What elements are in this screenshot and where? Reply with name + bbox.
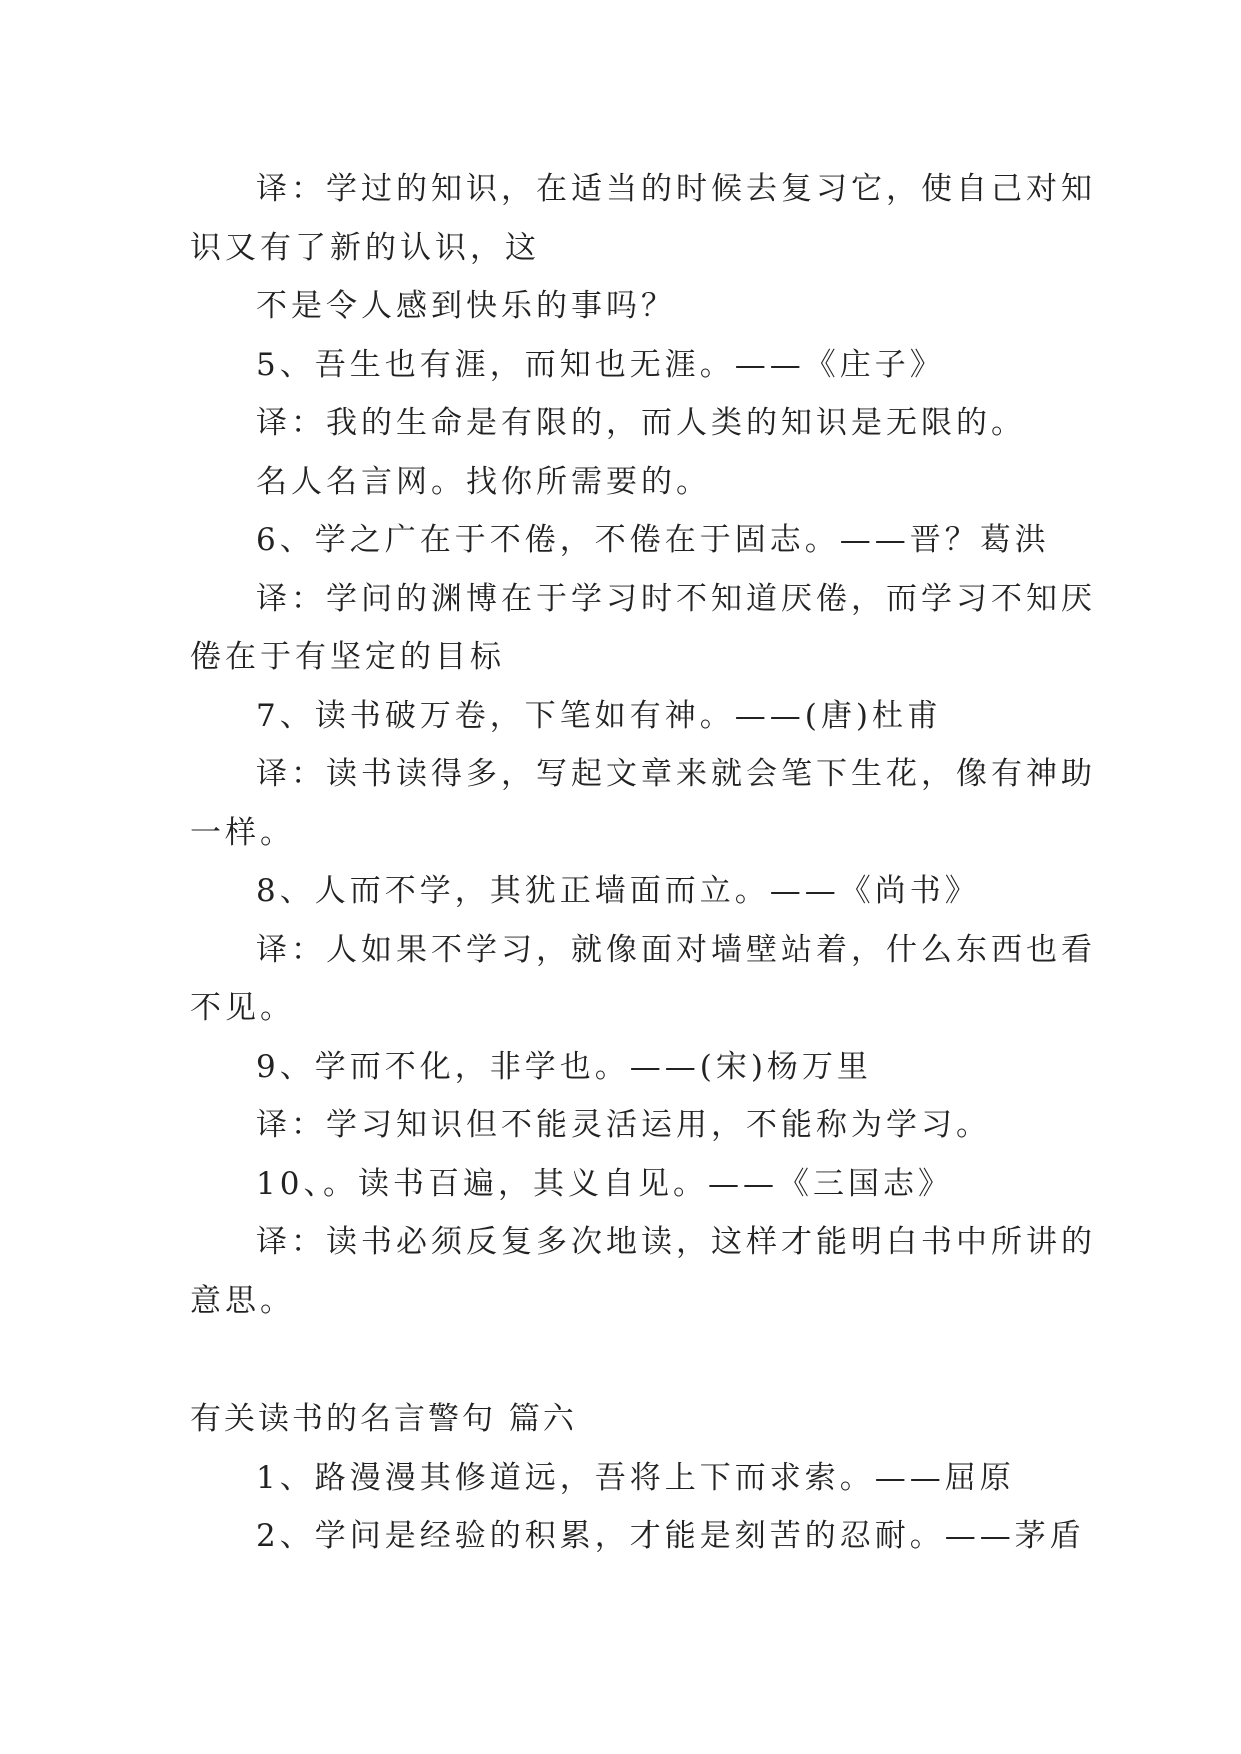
translation-line: 译：我的生命是有限的，而人类的知识是无限的。 bbox=[256, 405, 1026, 441]
translation-line-cont: 不见。 bbox=[190, 990, 295, 1026]
quote-line: 10、。读书百遍，其义自见。——《三国志》 bbox=[256, 1165, 953, 1202]
document-body bbox=[190, 160, 1096, 1566]
translation-line: 译：学习知识但不能灵活运用，不能称为学习。 bbox=[256, 1107, 991, 1143]
translation-line: 译：读书必须反复多次地读，这样才能明白书中所讲的 bbox=[256, 1224, 1096, 1260]
quote-line: 2、学问是经验的积累，才能是刻苦的忍耐。——茅盾 bbox=[256, 1518, 1085, 1554]
section-gap bbox=[190, 1330, 1060, 1390]
quote-line: 8、人而不学，其犹正墙面而立。——《尚书》 bbox=[256, 873, 980, 909]
quote-line: 9、学而不化，非学也。——(宋)杨万里 bbox=[256, 1048, 872, 1085]
quote-line: 5、吾生也有涯，而知也无涯。——《庄子》 bbox=[256, 346, 945, 383]
translation-line: 译：人如果不学习，就像面对墙壁站着，什么东西也看 bbox=[256, 931, 1096, 968]
paragraph-line: 译：学过的知识，在适当的时候去复习它，使自己对知 bbox=[256, 171, 1096, 207]
translation-line-cont: 倦在于有坚定的目标 bbox=[190, 639, 505, 675]
translation-line: 译：读书读得多，写起文章来就会笔下生花，像有神助 bbox=[256, 756, 1096, 792]
section-heading: 有关读书的名言警句 篇六 bbox=[190, 1401, 577, 1437]
paragraph-line: 不是令人感到快乐的事吗？ bbox=[256, 288, 676, 324]
quote-line: 6、学之广在于不倦，不倦在于固志。——晋？葛洪 bbox=[256, 522, 1050, 558]
quote-line: 7、读书破万卷，下笔如有神。——(唐)杜甫 bbox=[256, 697, 942, 734]
translation-line: 译：学问的渊博在于学习时不知道厌倦，而学习不知厌 bbox=[256, 580, 1096, 617]
translation-line-cont: 意思。 bbox=[190, 1282, 295, 1319]
quote-line: 1、路漫漫其修道远，吾将上下而求索。——屈原 bbox=[256, 1459, 1015, 1496]
paragraph-line: 识又有了新的认识，这 bbox=[190, 229, 540, 266]
translation-line-cont: 一样。 bbox=[190, 814, 295, 851]
paragraph-line: 名人名言网。找你所需要的。 bbox=[256, 463, 711, 500]
